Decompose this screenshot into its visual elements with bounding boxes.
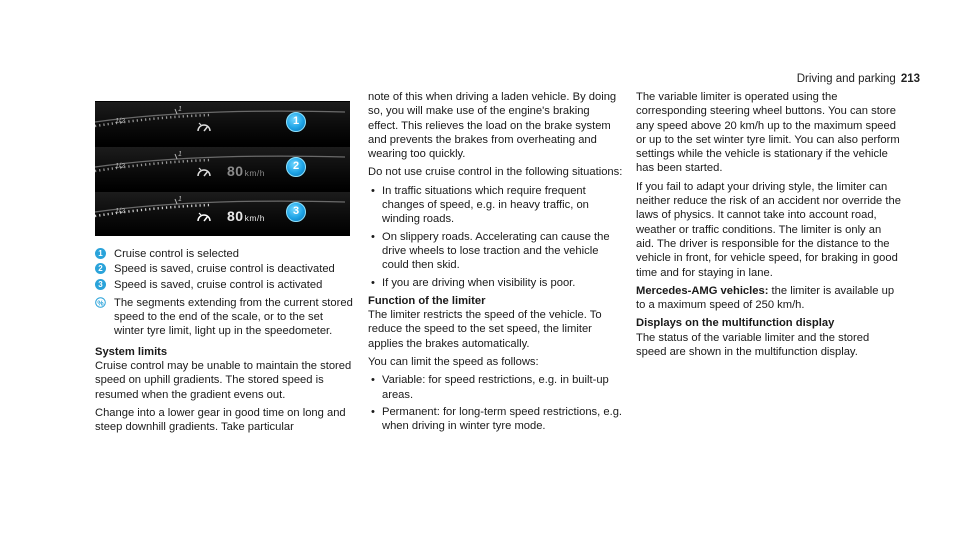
speedometer-arc [95, 147, 350, 190]
legend-item [95, 262, 355, 276]
amg-text: the limiter is available up to a maximum speed of 250 km/h. [636, 284, 895, 312]
limiter-heading: Function of the limiter [368, 294, 486, 307]
callout-badge: 1 [286, 112, 306, 132]
svg-text:1/2: 1/2 [115, 163, 125, 170]
svg-text:1/2: 1/2 [115, 118, 125, 125]
display-heading: Displays on the multifunction display [636, 317, 835, 330]
amg-label: Mercedes-AMG vehicles: [636, 284, 769, 297]
page-number: 213 [900, 73, 920, 85]
legend-item [95, 247, 355, 261]
legend-number: 1 [95, 248, 106, 259]
legend-text: Speed is saved, cruise control is activated [114, 278, 323, 291]
paragraph: Do not use cruise control in the following situations: [368, 166, 623, 179]
callout-badge: 3 [286, 202, 306, 222]
amg-paragraph [636, 284, 901, 313]
svg-text:1/2: 1/2 [115, 208, 125, 215]
legend-text: Cruise control is selected [114, 248, 239, 260]
cluster-row [95, 147, 350, 190]
instrument-cluster-image [95, 101, 350, 236]
paragraph: The status of the variable limiter and the stored speed are shown in the multifunction display. [636, 331, 870, 359]
speedometer-arc [95, 102, 350, 145]
svg-text:%: % [97, 300, 104, 308]
limit-options-list [368, 373, 623, 433]
svg-text:1: 1 [178, 196, 182, 203]
paragraph: The variable limiter is operated using the corresponding steering wheel buttons. You can store any speed above 20 km/h up to the maximum speed or up to the set winter tyre limit. You can also perform settings while the vehicle is stationary if the vehicle has been started. [636, 91, 900, 175]
svg-text:1: 1 [178, 106, 182, 113]
list-item: • In traffic situations which require frequent changes of speed, e.g. in heavy traffic, on winding roads. [368, 184, 623, 227]
cruise-control-icon [196, 210, 212, 224]
cluster-row [95, 192, 350, 235]
column-1 [95, 90, 355, 439]
note-text: The segments extending from the current stored speed to the end of the scale, or to the set winter tyre limit, light up in the speedometer. [114, 296, 353, 338]
legend-item [95, 278, 355, 292]
cluster-row [95, 102, 350, 145]
cruise-control-icon [196, 120, 212, 134]
svg-text:1: 1 [178, 151, 182, 158]
section-title: Driving and parking [796, 73, 896, 85]
paragraph: note of this when driving a laden vehicle. By doing so, you will make use of the engine's braking effect. This relieves the load on the brake system and prevents the brakes from overheating and wearing too quickly. [368, 91, 617, 161]
info-icon [95, 297, 106, 308]
column-2 [368, 90, 623, 438]
legend-number: 3 [95, 279, 106, 290]
list-item: • If you are driving when visibility is poor. [368, 276, 623, 290]
speedometer-arc [95, 192, 350, 235]
paragraph: The limiter restricts the speed of the vehicle. To reduce the speed to the set speed, the limiter applies the brakes automatically. [368, 309, 602, 350]
paragraph: If you fail to adapt your driving style, the limiter can neither reduce the risk of an accident nor override the laws of physics. It cannot take into account road, weather or traffic conditions. The limiter is only an aid. The driver is responsible for the distance to the vehicle in front, for vehicle speed, for braking in good time and for staying in lane. [636, 180, 901, 279]
legend-number: 2 [95, 263, 106, 274]
paragraph: Change into a lower gear in good time on long and steep downhill gradients. Take particular [95, 406, 346, 434]
list-item: • Variable: for speed restrictions, e.g. in built-up areas. [368, 373, 623, 402]
callout-badge: 2 [286, 157, 306, 177]
stored-speed: 80km/h [227, 208, 265, 224]
column-3 [636, 90, 901, 363]
situations-list [368, 184, 623, 290]
legend-text: Speed is saved, cruise control is deactivated [114, 263, 335, 276]
stored-speed: 80km/h [227, 163, 265, 179]
system-limits-heading: System limits [95, 345, 168, 358]
list-item: • Permanent: for long-term speed restrictions, e.g. when driving in winter tyre mode. [368, 405, 623, 434]
page-header [797, 72, 920, 86]
paragraph: You can limit the speed as follows: [368, 356, 539, 369]
cruise-control-icon [196, 165, 212, 179]
info-note [95, 296, 355, 339]
list-item: • On slippery roads. Accelerating can cause the drive wheels to lose traction and the vehicle could then skid. [368, 230, 623, 273]
paragraph: Cruise control may be unable to maintain the stored speed on uphill gradients. The stored speed is resumed when the gradient evens out. [95, 360, 352, 401]
